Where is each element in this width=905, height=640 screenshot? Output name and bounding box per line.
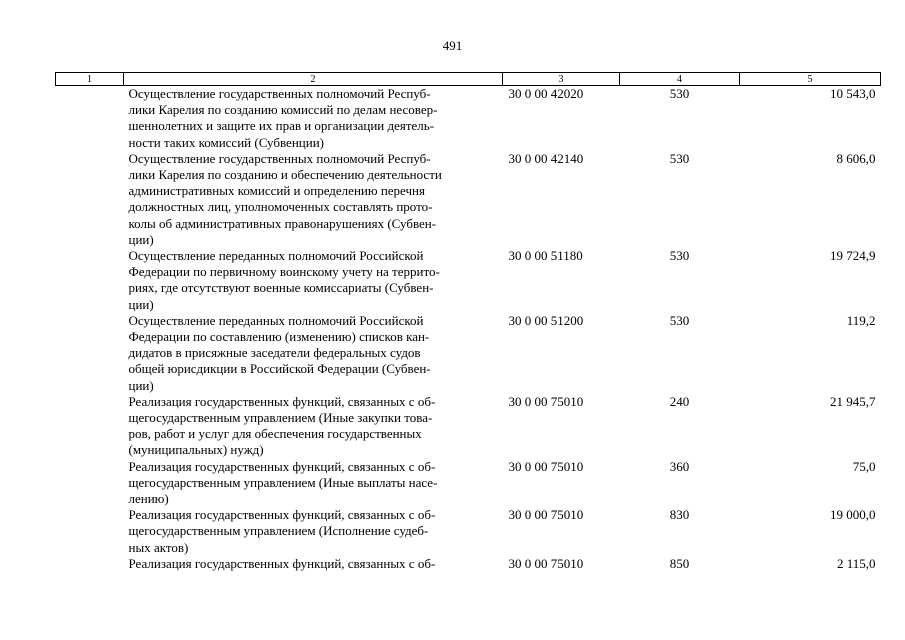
target-code-cell: 30 0 00 42020 xyxy=(508,86,584,101)
target-code-cell: 30 0 00 51200 xyxy=(508,312,584,328)
expense-type-cell: 530 xyxy=(669,86,690,101)
description-line: щегосударственным управлением (Исполнение судеб- xyxy=(128,523,429,539)
description-cell xyxy=(124,507,503,556)
description-cell xyxy=(124,248,503,313)
description-line: лики Карелия по созданию и обеспечению деятельности xyxy=(128,167,442,183)
description-line: Осуществление переданных полномочий Российской xyxy=(128,312,424,328)
row-number-cell xyxy=(56,151,124,248)
description-line: Федерации по первичному воинскому учету на террито- xyxy=(128,264,440,280)
row-number-cell xyxy=(56,248,124,313)
expense-type-cell: 360 xyxy=(669,458,690,474)
description-line: (муниципальных) нужд) xyxy=(128,442,264,458)
description-line: Реализация государственных функций, связанных с об- xyxy=(128,507,436,523)
description-line: Федерации по составлению (изменению) списков кан- xyxy=(128,329,430,345)
amount-cell: 19 724,9 xyxy=(830,248,876,264)
target-code-cell: 30 0 00 42140 xyxy=(508,150,584,166)
table-row xyxy=(56,394,881,459)
target-code-cell: 30 0 00 75010 xyxy=(508,458,584,474)
row-number-cell xyxy=(56,86,124,151)
expense-type-cell: 530 xyxy=(669,312,690,328)
description-line: риях, где отсутствуют военные комиссариаты (Субвен- xyxy=(128,280,434,296)
row-number-cell xyxy=(56,459,124,508)
table-row xyxy=(56,459,881,508)
column-header-5: 5 xyxy=(740,73,881,86)
budget-table xyxy=(55,72,881,572)
description-line: общей юрисдикции в Российской Федерации (Субвен- xyxy=(128,361,431,377)
description-line: должностных лиц, уполномоченных составлять прото- xyxy=(128,199,433,215)
target-code-cell: 30 0 00 75010 xyxy=(508,555,584,571)
amount-cell: 2 115,0 xyxy=(836,555,876,571)
row-number-cell xyxy=(56,556,124,572)
expense-type-cell: 530 xyxy=(669,248,690,264)
column-header-4: 4 xyxy=(620,73,740,86)
amount-cell: 21 945,7 xyxy=(830,393,876,409)
description-line: ции) xyxy=(128,231,154,247)
table-body xyxy=(56,86,881,573)
description-line: Реализация государственных функций, связанных с об- xyxy=(128,393,436,409)
row-number-cell xyxy=(56,507,124,556)
table-row xyxy=(56,556,881,572)
amount-cell: 19 000,0 xyxy=(830,507,876,523)
table-row xyxy=(56,86,881,151)
description-line: административных комиссий и определению перечня xyxy=(128,183,425,199)
description-line: ных актов) xyxy=(128,539,189,555)
description-cell xyxy=(124,86,503,151)
target-code-cell: 30 0 00 75010 xyxy=(508,393,584,409)
column-header-3: 3 xyxy=(503,73,620,86)
table-row xyxy=(56,151,881,248)
description-line: дидатов в присяжные заседатели федеральных судов xyxy=(128,345,421,361)
description-line: шеннолетних и защите их прав и организации деятель- xyxy=(128,118,435,134)
description-line: щегосударственным управлением (Иные выплаты насе- xyxy=(128,474,438,490)
expense-type-cell: 530 xyxy=(669,150,690,166)
target-code-cell: 30 0 00 51180 xyxy=(508,248,583,264)
table-row xyxy=(56,313,881,394)
description-cell xyxy=(124,556,503,572)
description-line: Реализация государственных функций, связанных с об- xyxy=(128,458,436,474)
row-number-cell xyxy=(56,313,124,394)
description-cell xyxy=(124,151,503,248)
description-cell xyxy=(124,313,503,394)
amount-cell: 8 606,0 xyxy=(836,150,876,166)
description-line: лению) xyxy=(128,491,169,507)
description-line: ции) xyxy=(128,377,154,393)
description-line: Осуществление государственных полномочий Респуб- xyxy=(128,150,431,166)
amount-cell: 119,2 xyxy=(846,312,876,328)
description-line: ров, работ и услуг для обеспечения государственных xyxy=(128,426,422,442)
expense-type-cell: 850 xyxy=(669,555,690,571)
description-cell xyxy=(124,394,503,459)
description-line: щегосударственным управлением (Иные закупки това- xyxy=(128,410,433,426)
description-line: Осуществление государственных полномочий Респуб- xyxy=(128,86,431,101)
row-number-cell xyxy=(56,394,124,459)
column-header-1: 1 xyxy=(56,73,124,86)
column-header-2: 2 xyxy=(124,73,503,86)
description-cell xyxy=(124,459,503,508)
description-line: лики Карелия по созданию комиссий по делам несовер- xyxy=(128,102,438,118)
description-line: ции) xyxy=(128,296,154,312)
header-row xyxy=(56,73,881,86)
amount-cell: 75,0 xyxy=(852,458,876,474)
table-row xyxy=(56,507,881,556)
amount-cell: 10 543,0 xyxy=(830,86,876,101)
description-line: Реализация государственных функций, связанных с об- xyxy=(128,555,436,571)
page-number: 491 xyxy=(442,38,463,53)
description-line: колы об административных правонарушениях (Субвен- xyxy=(128,215,437,231)
expense-type-cell: 830 xyxy=(669,507,690,523)
description-line: Осуществление переданных полномочий Российской xyxy=(128,248,424,264)
table-row xyxy=(56,248,881,313)
description-line: ности таких комиссий (Субвенции) xyxy=(128,134,324,150)
table-header xyxy=(56,73,881,86)
target-code-cell: 30 0 00 75010 xyxy=(508,507,584,523)
expense-type-cell: 240 xyxy=(669,393,690,409)
